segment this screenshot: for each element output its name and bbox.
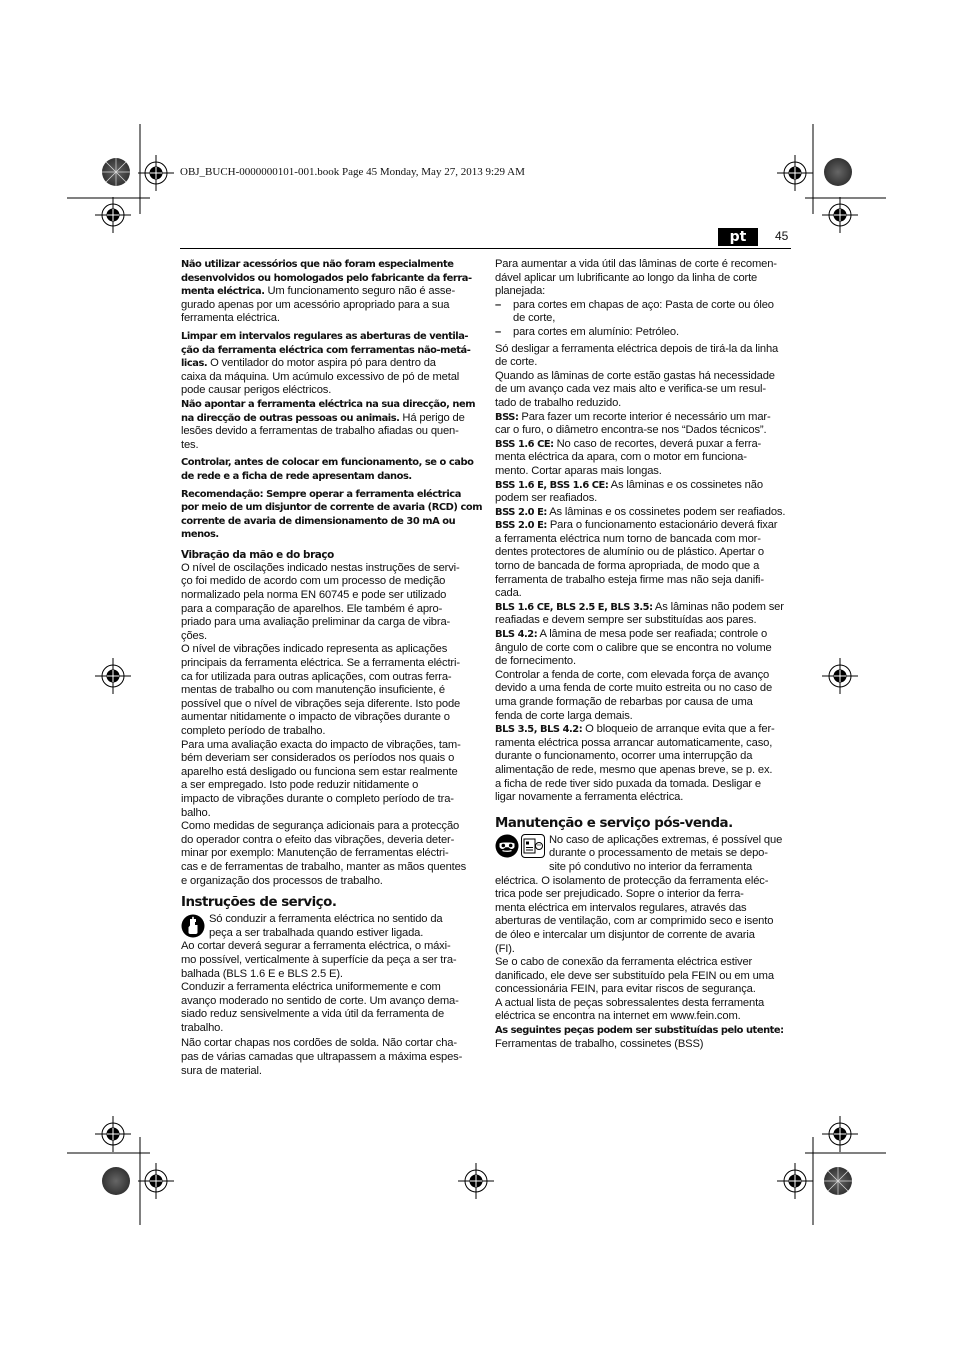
text-line: [181, 657, 477, 671]
text-run: Como medidas de segurança adicionais para a protecção: [181, 820, 460, 833]
text-run: BSS 1.6 CE:: [495, 438, 554, 450]
bullet-dash: –: [495, 298, 502, 311]
text-run: Há perigo de: [399, 411, 465, 424]
text-run: pas de várias camadas que ultrapassem a máxima espes-: [181, 1051, 463, 1064]
text-run: BLS 4.2:: [495, 629, 538, 641]
text-run: planejada:: [495, 285, 546, 298]
text-line: [181, 643, 477, 657]
text-run: Ferramentas de trabalho, cossinetes (BSS): [495, 1037, 704, 1050]
text-run: cada.: [495, 587, 522, 600]
text-line: [181, 603, 477, 617]
text-line: [495, 861, 791, 875]
text-line: [181, 927, 477, 941]
text-run: menta eléctrica em intervalos regulares, através das: [495, 901, 747, 914]
book-file-info: OBJ_BUCH-0000000101-001.book Page 45 Monday, May 27, 2013 9:29 AM: [180, 166, 525, 178]
text-line: [495, 601, 791, 615]
text-run: tes.: [181, 438, 199, 451]
text-line: [495, 737, 791, 751]
text-line: [181, 820, 477, 834]
text-line: [181, 711, 477, 725]
text-run: Para aumentar a vida útil das lâminas de corte é recomen-: [495, 258, 777, 270]
paragraph: [181, 258, 477, 326]
text-line: [181, 793, 477, 807]
bullet-dash: –: [495, 325, 502, 338]
text-run: O nível de oscilações indicado nestas instruções de servi-: [181, 561, 460, 574]
text-run: Para o funcionamento estacionário deverá fixar: [546, 519, 778, 532]
paragraph: [181, 456, 477, 483]
text-run: para a comparação de aparelhos. Ele também é apro-: [181, 602, 443, 615]
text-line: [495, 628, 791, 642]
text-line: [181, 528, 477, 542]
text-run: Recomendação: Sempre operar a ferramenta eléctrica: [181, 488, 461, 500]
text-line: [181, 766, 477, 780]
text-run: mento. Cortar aparas mais longas.: [495, 464, 662, 477]
text-line: [181, 940, 477, 954]
text-run: na direcção de outras pessoas ou animais.: [181, 412, 400, 424]
text-line: [495, 655, 791, 669]
text-run: possível que o nível de vibrações seja diferente. Isto pode: [181, 697, 461, 710]
text-line: [495, 778, 791, 792]
text-run: devido a uma fenda de corte muito estreita ou no caso de: [495, 682, 773, 695]
text-line: [181, 616, 477, 630]
text-line: [181, 1022, 477, 1036]
text-line: [181, 875, 477, 889]
text-run: para cortes em chapas de aço: Pasta de corte ou óleo: [513, 298, 774, 311]
text-run: torno de bancada de forma apropriada, de modo que a: [495, 560, 760, 573]
text-line: [181, 439, 477, 453]
text-run: trica pode ser prejudicado. Sopre o interior da ferra-: [495, 888, 744, 901]
text-line: [181, 488, 477, 502]
text-line: [181, 981, 477, 995]
text-line: [181, 834, 477, 848]
text-run: As lâminas e os cossinetes podem ser reafiados.: [546, 505, 786, 518]
text-line: [495, 710, 791, 724]
subsection-heading: Vibração da mão e do braço: [181, 548, 334, 561]
text-run: pode causar perigos eléctricos.: [181, 384, 332, 397]
text-run: dentes protectores de alumínio ou de plástico. Apertar o: [495, 546, 764, 559]
text-line: [181, 285, 477, 299]
text-run: corrente de avaria de dimensionamento de 30 mA ou: [181, 515, 456, 527]
text-run: BSS 2.0 E:: [495, 520, 547, 532]
paragraph: [181, 562, 477, 888]
text-run: BSS 2.0 E:: [495, 506, 547, 518]
text-run: a ficha de rede tiver sido puxada da tomada. Desligar e: [495, 777, 762, 790]
text-run: Limpar em intervalos regulares as aberturas de ventila-: [181, 330, 469, 342]
text-run: por meio de um disjuntor de corrente de avaria (RCD) com: [181, 502, 483, 514]
text-run: mo possível, verticalmente à superfície da peça a ser tra-: [181, 953, 457, 966]
text-run: ramenta eléctrica possa arrancar automaticamente, caso,: [495, 736, 773, 749]
text-run: alimentação de rede, mesmo que apenas breve, se p. ex.: [495, 763, 773, 776]
bullet-list: [495, 299, 791, 340]
text-run: aumentar nitidamente o impacto de vibrações durante o: [181, 711, 450, 724]
text-run: gurado apenas por um acessório apropriado para a sua: [181, 298, 450, 311]
text-run: menos.: [181, 529, 219, 541]
text-run: bém deveriam ser considerados os períodos nos quais o: [181, 752, 455, 765]
text-run: de óleo e intercalar um disjuntor de corrente de avaria: [495, 928, 755, 941]
text-run: licas.: [181, 358, 208, 370]
text-run: priado para uma avaliação preliminar da carga de vibra-: [181, 616, 451, 629]
text-line: [495, 682, 791, 696]
hand-holding-tool-icon: [181, 914, 205, 943]
text-run: Conduzir a ferramenta eléctrica uniformemente e com: [181, 981, 441, 994]
text-run: de fornecimento.: [495, 655, 576, 668]
text-line: [495, 479, 791, 493]
text-run: balho.: [181, 806, 211, 819]
text-line: [181, 272, 477, 286]
text-run: Controlar a fenda de corte, com elevada força de avanço: [495, 668, 770, 681]
text-line: [495, 956, 791, 970]
text-run: As lâminas e os cossinetes não: [608, 478, 763, 491]
text-line: [495, 750, 791, 764]
text-run: A actual lista de peças sobressalentes desta ferramenta: [495, 996, 765, 1009]
text-run: Quando as lâminas de corte estão gastas há necessidade: [495, 369, 775, 382]
text-run: aparelho está desligado ou funciona sem estar realmente: [181, 765, 458, 778]
text-line: [181, 1037, 477, 1051]
text-line: [181, 995, 477, 1009]
text-run: caixa da máquina. Um acúmulo excessivo de pó de metal: [181, 370, 460, 383]
text-line: [495, 929, 791, 943]
paragraph: [181, 1037, 477, 1078]
text-run: desenvolvidos ou homologados pelo fabricante da ferra-: [181, 272, 472, 284]
rcd-device-icon: [521, 834, 545, 863]
text-line: [495, 915, 791, 929]
text-run: do operador contra o efeito das vibrações, deveria deter-: [181, 833, 455, 846]
text-run: principais da ferramenta eléctrica. Se a ferramenta eléctri-: [181, 657, 460, 670]
text-run: Para uma avaliação exacta do impacto de vibrações, tam-: [181, 738, 461, 751]
text-line: [495, 943, 791, 957]
text-line: [495, 312, 791, 326]
text-line: [495, 299, 791, 313]
text-run: Se o cabo de conexão da ferramenta eléctrica estiver: [495, 956, 753, 969]
text-line: [495, 614, 791, 628]
text-line: [495, 492, 791, 506]
text-line: [181, 1008, 477, 1022]
text-line: [495, 424, 791, 438]
text-run: durante o processamento de metais se depo-: [549, 847, 768, 860]
text-line: [181, 671, 477, 685]
text-run: BLS 3.5, BLS 4.2:: [495, 724, 583, 736]
text-line: [495, 888, 791, 902]
text-line: [181, 425, 477, 439]
text-line: [495, 326, 791, 340]
text-run: e organização dos processos de trabalho.: [181, 874, 383, 887]
text-line: [495, 451, 791, 465]
text-line: [181, 847, 477, 861]
text-line: [181, 698, 477, 712]
text-line: [181, 1065, 477, 1079]
text-line: [181, 739, 477, 753]
text-line: [495, 669, 791, 683]
text-run: concessionária FEIN, para evitar riscos de segurança.: [495, 983, 756, 996]
paragraph: [181, 398, 477, 452]
text-line: [495, 983, 791, 997]
text-run: ferramenta eléctrica.: [181, 312, 280, 325]
text-line: [181, 589, 477, 603]
text-run: de corte,: [513, 312, 556, 325]
text-run: BLS 1.6 CE, BLS 2.5 E, BLS 3.5:: [495, 601, 653, 613]
text-line: [495, 970, 791, 984]
text-line: [181, 299, 477, 313]
text-run: eléctrica. O isolamento de protecção da ferramenta eléc-: [495, 874, 769, 887]
text-run: Ao cortar deverá segurar a ferramenta eléctrica, o máxi-: [181, 940, 451, 953]
text-run: fenda de corte larga demais.: [495, 709, 633, 722]
text-line: [181, 779, 477, 793]
text-line: [495, 272, 791, 286]
text-line: [495, 723, 791, 737]
text-run: durante o funcionamento, ocorrer uma interrupção da: [495, 750, 753, 763]
text-run: a ser empregado. Isto pode reduzir nitidamente o: [181, 779, 419, 792]
text-run: podem ser reafiados.: [495, 492, 598, 505]
text-line: [181, 470, 477, 484]
text-line: [495, 875, 791, 889]
text-line: [495, 533, 791, 547]
text-run: (FI).: [495, 942, 515, 955]
text-run: ferramenta de trabalho esteja firme mas não seja danifi-: [495, 573, 764, 586]
text-run: ângulo de corte com o calibre que se encontra no volume: [495, 641, 772, 654]
text-run: No caso de recortes, deverá puxar a ferra-: [553, 437, 762, 450]
paragraph: [181, 940, 477, 1035]
text-run: As seguintes peças podem ser substituídas pelo utente:: [495, 1025, 784, 1037]
text-run: tado de trabalho reduzido.: [495, 396, 622, 409]
text-line: [495, 506, 791, 520]
text-run: para cortes em alumínio: Petróleo.: [513, 325, 679, 338]
text-run: No caso de aplicações extremas, é possível que: [549, 833, 783, 846]
text-run: A lâmina de mesa pode ser reafiada; controle o: [537, 628, 768, 641]
text-line: [495, 764, 791, 778]
text-line: [495, 383, 791, 397]
text-run: O nível de vibrações indicado representa as aplicações: [181, 643, 448, 656]
text-run: sura de material.: [181, 1064, 262, 1077]
text-line: [181, 384, 477, 398]
text-run: ço foi medido de acordo com um processo de medição: [181, 575, 446, 588]
text-line: [181, 752, 477, 766]
paragraph: [181, 488, 483, 542]
text-line: [495, 343, 791, 357]
text-run: menta eléctrica da apara, com o motor em funciona-: [495, 451, 747, 464]
text-line: [181, 684, 477, 698]
text-run: a ferramenta eléctrica num torno de bancada com mor-: [495, 532, 761, 545]
text-run: uma grande formação de rebarbas por causa de uma: [495, 696, 753, 708]
text-line: [181, 258, 477, 272]
text-run: site pó condutivo no interior da ferramenta: [549, 860, 753, 873]
text-run: Não utilizar acessórios que não foram especialmente: [181, 259, 454, 270]
page-number: 45: [775, 229, 789, 243]
text-line: [495, 560, 791, 574]
text-line: [181, 562, 477, 576]
icon-paragraph: [181, 913, 477, 940]
text-line: [181, 515, 477, 529]
left-column: [181, 258, 483, 1078]
text-run: mentas de trabalho ou com manutenção insuficiente, é: [181, 684, 445, 697]
text-run: siado reduz sensivelmente a vida útil da ferramenta de: [181, 1008, 445, 1021]
text-line: [181, 1051, 477, 1065]
text-line: [181, 330, 477, 344]
text-run: minar por exemplo: Manutenção de ferramentas eléctri-: [181, 847, 449, 860]
text-run: As lâminas não podem ser: [652, 600, 784, 613]
text-run: ligar novamente a ferramenta eléctrica.: [495, 791, 684, 804]
text-line: [181, 725, 477, 739]
text-line: [495, 546, 791, 560]
goggles-icon: [495, 834, 519, 863]
section-heading: Manutenção e serviço pós-venda.: [495, 815, 733, 831]
text-run: balhada (BLS 1.6 E e BLS 2.5 E).: [181, 967, 343, 980]
text-line: [495, 642, 791, 656]
text-line: [181, 501, 483, 515]
text-line: [181, 412, 477, 426]
text-line: [495, 1024, 791, 1038]
language-badge: pt: [718, 228, 758, 246]
text-run: O ventilador do motor aspira pó para dentro da: [207, 357, 436, 370]
text-line: [495, 587, 791, 601]
text-run: impacto de vibrações durante o completo período de tra-: [181, 792, 454, 805]
paragraph: [181, 330, 477, 398]
text-run: ca for utilizada para outras aplicações, com outras ferra-: [181, 670, 452, 683]
text-run: O bloqueio de arranque evita que a fer-: [582, 723, 775, 736]
list-item: [495, 326, 791, 340]
text-line: [495, 397, 791, 411]
paragraph: [495, 343, 791, 805]
text-run: cas e de ferramentas de trabalho, manter as mãos quentes: [181, 860, 467, 873]
text-run: de um avanço cada vez mais alto e verifica-se um resul-: [495, 383, 766, 396]
text-run: aberturas de ventilação, com ar comprimido seco e isento: [495, 915, 774, 928]
text-line: [495, 519, 791, 533]
text-line: [181, 861, 477, 875]
text-run: Não cortar chapas nos cordões de solda. Não cortar cha-: [181, 1037, 457, 1050]
text-run: ções.: [181, 629, 207, 642]
text-run: dável aplicar um lubrificante ao longo da linha de corte: [495, 271, 758, 284]
text-run: Não apontar a ferramenta eléctrica na sua direcção, nem: [181, 398, 476, 410]
text-run: de rede e a ficha de rede apresentam danos.: [181, 470, 412, 482]
text-line: [181, 954, 477, 968]
text-run: Controlar, antes de colocar em funcionamento, se o cabo: [181, 457, 474, 469]
text-run: lesões devido a ferramentas de trabalho afiadas ou quen-: [181, 425, 459, 438]
text-line: [181, 575, 477, 589]
text-run: normalizado pela norma EN 60745 e pode ser utilizado: [181, 589, 447, 602]
text-line: [495, 1010, 791, 1024]
text-run: danificado, ele deve ser substituído pela FEIN ou em uma: [495, 969, 774, 982]
text-run: Só desligar a ferramenta eléctrica depois de tirá-la da linha: [495, 342, 779, 355]
text-line: [181, 357, 477, 371]
list-item: [495, 299, 791, 326]
text-run: BSS:: [495, 411, 519, 423]
text-line: [181, 398, 477, 412]
right-column: [495, 258, 791, 1051]
text-line: [181, 456, 477, 470]
text-run: Um funcionamento seguro não é asse-: [264, 285, 456, 298]
text-line: [495, 438, 791, 452]
text-run: Só conduzir a ferramenta eléctrica no sentido da: [209, 913, 443, 926]
text-line: [495, 356, 791, 370]
paragraph: [495, 258, 791, 299]
text-line: [495, 1038, 791, 1052]
text-run: completo período de trabalho.: [181, 725, 326, 737]
icon-paragraph: [495, 834, 791, 875]
text-run: ção da ferramenta eléctrica com ferramentas não-metá-: [181, 344, 471, 356]
text-line: [495, 902, 791, 916]
text-line: [181, 344, 477, 358]
text-line: [495, 285, 791, 299]
text-run: de corte.: [495, 356, 538, 369]
paragraph: [495, 875, 791, 1052]
text-line: [495, 465, 791, 479]
text-line: [495, 696, 791, 710]
text-run: peça a ser trabalhada quando estiver ligada.: [209, 926, 424, 939]
text-line: [181, 968, 477, 982]
text-line: [181, 312, 477, 326]
text-run: Para fazer um recorte interior é necessário um mar-: [518, 410, 771, 423]
text-run: car o furo, o diâmetro encontra-se nos “Dados técnicos”.: [495, 424, 767, 437]
header-rule: [180, 248, 791, 249]
text-line: [495, 997, 791, 1011]
text-line: [495, 258, 791, 272]
text-run: BSS 1.6 E, BSS 1.6 CE:: [495, 479, 609, 491]
text-run: reafiadas e devem sempre ser substituídas aos pares.: [495, 614, 757, 627]
text-line: [495, 791, 791, 805]
text-run: eléctrica se encontra na internet em www.fein.com.: [495, 1010, 741, 1023]
text-line: [181, 913, 477, 927]
text-line: [181, 371, 477, 385]
section-heading: Instruções de serviço.: [181, 895, 337, 911]
text-line: [181, 807, 477, 821]
text-run: menta eléctrica.: [181, 286, 265, 298]
text-run: trabalho.: [181, 1021, 224, 1034]
text-line: [495, 411, 791, 425]
text-line: [495, 574, 791, 588]
text-run: avanço moderado no sentido de corte. Um avanço dema-: [181, 994, 459, 1007]
text-line: [181, 630, 477, 644]
text-line: [495, 370, 791, 384]
